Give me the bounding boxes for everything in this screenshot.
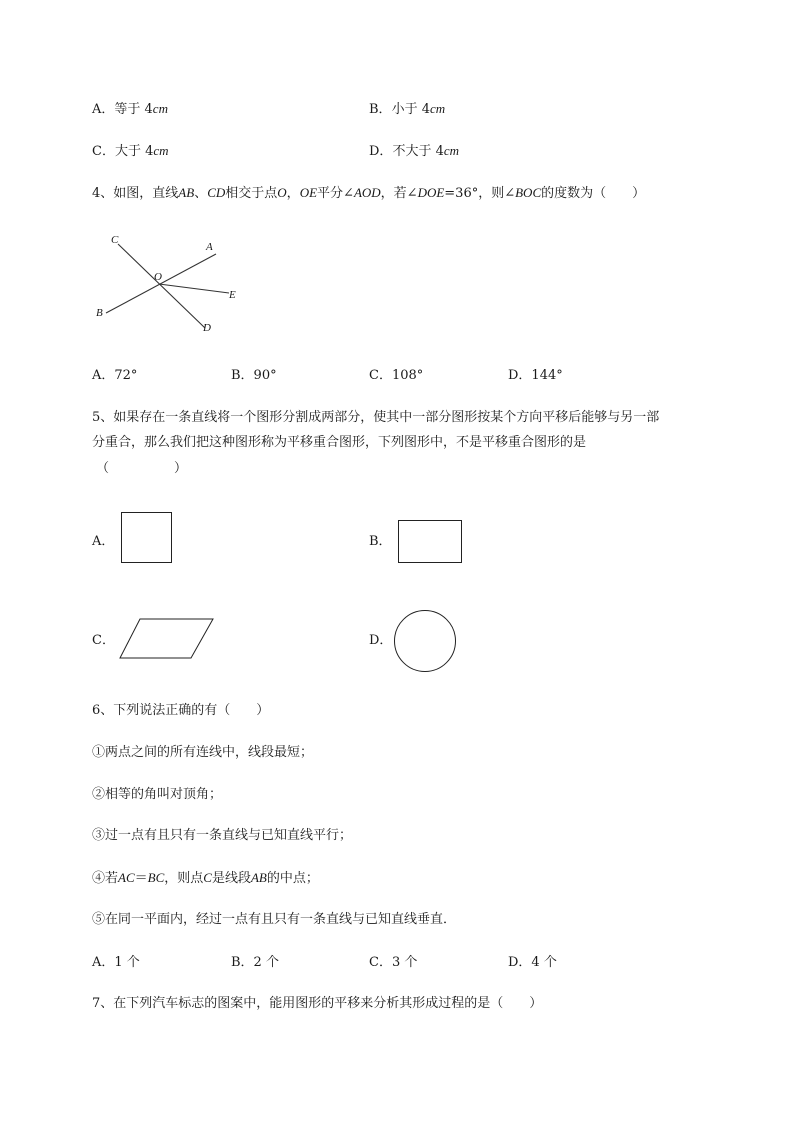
angle-aod: AOD: [353, 185, 381, 200]
label-b: B: [96, 307, 103, 319]
q6-statement-4: [92, 870, 319, 887]
q5-stem-line2: 分重合，那么我们把这种图形称为平移重合图形，下列图形中，不是平移重合图形的是: [92, 435, 587, 450]
option-unit: cm: [429, 101, 446, 116]
label-a: A: [206, 241, 213, 253]
q3-option-d[interactable]: [369, 143, 459, 160]
label-d: D: [203, 322, 211, 334]
stem-text: 、: [194, 186, 208, 201]
q6-statement-2: ②相等的角叫对顶角；: [92, 787, 223, 802]
stem-text: 如图，直线: [113, 186, 179, 201]
stem-text: 的中点；: [266, 871, 319, 886]
option-unit: cm: [152, 101, 168, 116]
q5-answer-blank: （ ）: [96, 461, 188, 476]
angle-boc: BOC: [515, 185, 542, 200]
stem-text: 相交于点: [225, 186, 278, 201]
option-letter: D．: [369, 144, 393, 159]
rectangle-shape: [398, 520, 462, 563]
option-text: 大于 4: [114, 144, 154, 159]
ray-oe: OE: [299, 185, 318, 200]
stem-text: ④若: [92, 871, 119, 886]
segment-ab: AB: [250, 870, 267, 885]
label-c: C: [111, 234, 119, 246]
option-unit: cm: [153, 143, 169, 158]
q4-option-b[interactable]: B．90°: [231, 368, 277, 383]
q4-stem: [92, 185, 645, 202]
stem-text: ，: [286, 186, 300, 201]
label-o: O: [154, 271, 162, 283]
q3-option-a[interactable]: [92, 101, 168, 118]
circle-shape: [392, 608, 458, 674]
segment-ac: AC: [118, 870, 135, 885]
q3-option-c[interactable]: [92, 143, 169, 160]
q6-statement-3: ③过一点有且只有一条直线与已知直线平行；: [92, 828, 353, 843]
q5-option-b[interactable]: B．: [369, 534, 392, 549]
q6-option-d[interactable]: D．4 个: [508, 955, 557, 970]
option-text: 不大于 4: [392, 144, 444, 159]
q5-option-a[interactable]: A．: [92, 534, 115, 549]
option-unit: cm: [443, 143, 460, 158]
line-cd: CD: [207, 185, 226, 200]
q5-option-c[interactable]: C．: [92, 633, 115, 648]
stem-text: =36°，则∠: [444, 186, 516, 201]
line-ab: AB: [178, 185, 195, 200]
option-letter: B．: [369, 102, 392, 117]
point-c: C: [203, 870, 212, 885]
q6-statement-5: ⑤在同一平面内，经过一点有且只有一条直线与已知直线垂直．: [92, 912, 457, 927]
point-o: O: [277, 185, 287, 200]
segment-bc: BC: [147, 870, 165, 885]
q5-option-d[interactable]: D．: [369, 633, 393, 648]
stem-text: 是线段: [211, 871, 251, 886]
q3-option-b[interactable]: [369, 101, 445, 118]
stem-text: ，若∠: [380, 186, 418, 201]
q6-stem: 6、下列说法正确的有（ ）: [92, 703, 270, 718]
q7-stem: 7、在下列汽车标志的图案中，能用图形的平移来分析其形成过程的是（ ）: [92, 996, 543, 1011]
line-cd: [118, 244, 205, 328]
stem-text: ＝: [134, 871, 148, 886]
line-ab: [106, 254, 216, 313]
label-e: E: [229, 289, 236, 301]
option-letter: C．: [92, 144, 115, 159]
square-shape: [121, 512, 172, 563]
q4-option-d[interactable]: D．144°: [508, 368, 563, 383]
stem-text: 平分∠: [317, 186, 354, 201]
q5-stem-line1: 5、如果存在一条直线将一个图形分割成两部分，使其中一部分图形按某个方向平移后能够与另一部: [92, 410, 660, 425]
option-letter: A．: [92, 102, 115, 117]
q6-option-c[interactable]: C．3 个: [369, 955, 418, 970]
ray-oe: [159, 284, 229, 293]
question-number: 4、: [92, 186, 114, 201]
option-text: 小于 4: [391, 102, 430, 117]
q6-option-a[interactable]: A．1 个: [92, 955, 140, 970]
q4-option-a[interactable]: A．72°: [92, 368, 138, 383]
q6-option-b[interactable]: B．2 个: [231, 955, 279, 970]
q6-statement-1: ①两点之间的所有连线中，线段最短；: [92, 745, 314, 760]
parallelogram-shape: [118, 617, 218, 661]
stem-text: ，则点: [164, 871, 204, 886]
q4-figure: [90, 228, 250, 338]
q4-option-c[interactable]: C．108°: [369, 368, 424, 383]
stem-text: 的度数为（ ）: [541, 186, 646, 201]
option-text: 等于 4: [114, 102, 153, 117]
angle-doe: DOE: [417, 185, 445, 200]
